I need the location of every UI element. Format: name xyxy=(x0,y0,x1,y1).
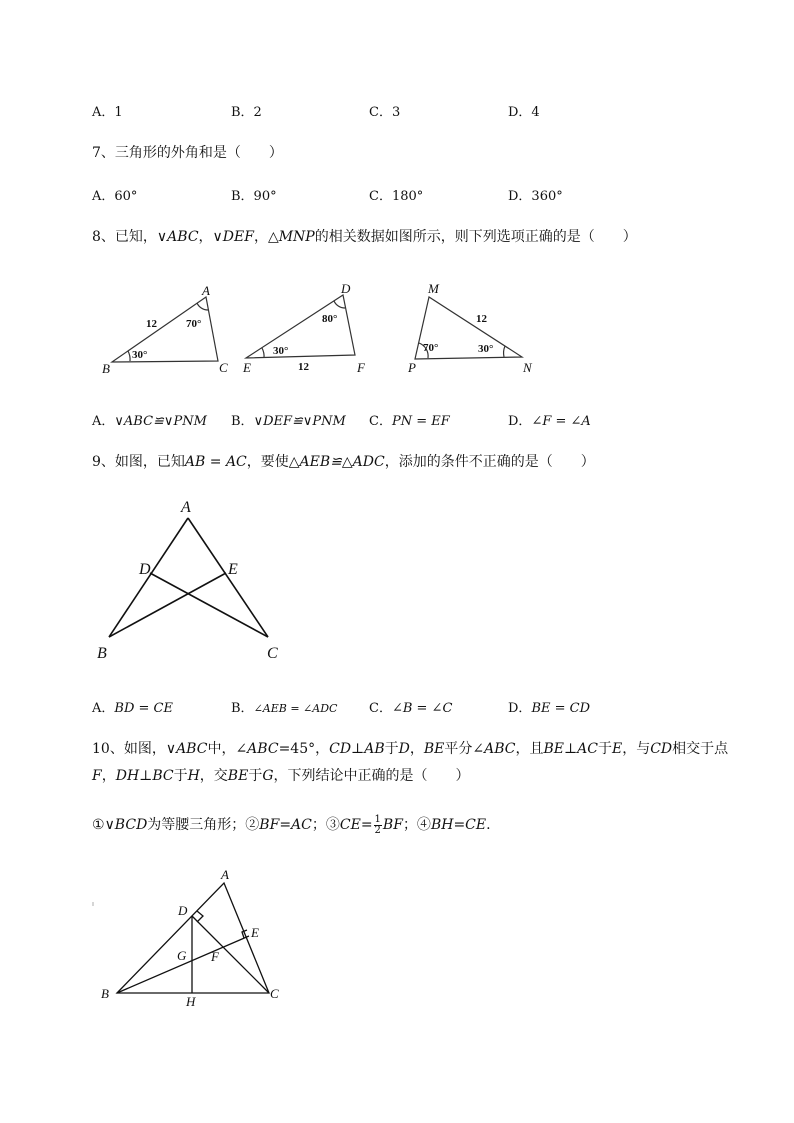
q10-text: ；④ xyxy=(402,817,431,833)
q10-label-f: F xyxy=(211,949,219,964)
q9-option-d-label: D． xyxy=(508,701,532,716)
q9-label-b: B xyxy=(97,645,107,662)
q10-label-g: G xyxy=(177,948,187,963)
q8-option-b-text: ∨DEF≌∨PNM xyxy=(253,414,346,429)
q10-text: 于 xyxy=(248,768,263,784)
q10-segment-be: BE xyxy=(423,741,445,757)
q10-fraction-denominator: 2 xyxy=(374,824,381,836)
q8-triangle-def: ∨DEF xyxy=(212,229,254,245)
q10-text: ，且 xyxy=(515,741,544,757)
q10-text: 于 xyxy=(173,768,188,784)
q10-be-perp-ac: BE⊥AC xyxy=(543,741,598,757)
q8-sep-2: ， xyxy=(253,229,268,245)
q8-label-c: C xyxy=(219,360,228,375)
q8-option-c-label: C． xyxy=(369,414,392,429)
q10-label-d: D xyxy=(178,903,188,918)
q8-t1-angle-a: 70° xyxy=(186,318,202,330)
q8-t3-angle-n: 30° xyxy=(478,343,494,355)
q10-fraction-numerator: 1 xyxy=(374,813,381,825)
q10-right-angle-d xyxy=(197,911,203,922)
q6-option-d: D．4 xyxy=(508,105,540,120)
q9-label-c: C xyxy=(267,645,278,662)
q9-label-a: A xyxy=(181,499,191,516)
q8-sep-1: ， xyxy=(198,229,213,245)
q10-dh-perp-bc: DH⊥BC xyxy=(115,768,174,784)
q10-text: 中， xyxy=(207,741,236,757)
q9-option-a-label: A． xyxy=(92,701,115,716)
q10-segment-bf: BF xyxy=(259,817,280,833)
q10-text: 10、如图， xyxy=(92,741,166,757)
q10-label-e: E xyxy=(251,925,259,940)
q9-stem-eq: AB = AC xyxy=(184,454,247,470)
q10-point-e: E xyxy=(611,741,623,757)
q10-angle-abc: ∠ABC xyxy=(235,741,279,757)
q10-text: 于 xyxy=(597,741,612,757)
q7-option-b: B．90° xyxy=(231,189,277,204)
q10-text: ，交 xyxy=(199,768,228,784)
q8-label-m: M xyxy=(428,281,439,296)
q8-t2-angle-d: 80° xyxy=(322,313,338,325)
q10-angle-abc: ∠ABC xyxy=(472,741,516,757)
q10-label-c: C xyxy=(270,986,279,1001)
q8-option-b-label: B． xyxy=(231,414,254,429)
q8-t3-angle-p: 70° xyxy=(423,342,439,354)
q6-option-a: A．1 xyxy=(92,105,123,120)
q8-label-b: B xyxy=(102,361,110,376)
q9-label-e: E xyxy=(228,561,238,578)
q9-option-d-text: BE = CD xyxy=(531,701,591,716)
q10-text: = xyxy=(453,817,466,833)
q7-option-a: A．60° xyxy=(92,189,138,204)
q8-t1-angle-b: 30° xyxy=(132,349,148,361)
q9-stem-suffix: ，添加的条件不正确的是（ ） xyxy=(384,454,595,470)
q8-option-d-text: ∠F = ∠A xyxy=(531,414,591,429)
q8-triangle-mnp: △MNP xyxy=(267,229,315,245)
q10-point-d: D xyxy=(398,741,410,757)
q8-option-a-label: A． xyxy=(92,414,115,429)
q10-text: = xyxy=(360,817,373,833)
q9-option-b-label: B． xyxy=(231,701,254,716)
q9-stem-mid: ，要使 xyxy=(246,454,289,470)
q8-option-c-text: PN = EF xyxy=(391,414,450,429)
q10-text: ，与 xyxy=(622,741,651,757)
q10-segment-be-line xyxy=(117,936,249,993)
q9-option-c-text: ∠B = ∠C xyxy=(391,701,453,716)
q8-label-n: N xyxy=(523,360,532,375)
q10-text: ， xyxy=(101,768,116,784)
q8-t2-side: 12 xyxy=(298,361,309,373)
q7-stem: 7、三角形的外角和是（ ） xyxy=(92,145,283,161)
q8-label-p: P xyxy=(408,360,416,375)
q10-segment-cd: CD xyxy=(650,741,673,757)
q10-segment-bf: BF xyxy=(382,817,403,833)
q8-stem-prefix: 8、已知， xyxy=(92,229,157,245)
q8-stem-suffix: 的相关数据如图所示，则下列选项正确的是（ ） xyxy=(314,229,637,245)
q7-option-d: D．360° xyxy=(508,189,563,204)
q10-segment-be: BE xyxy=(227,768,249,784)
q8-label-a: A xyxy=(202,283,210,298)
q10-text: = xyxy=(279,817,292,833)
q10-segment-ce: CE xyxy=(339,817,361,833)
q6-option-c: C．3 xyxy=(369,105,401,120)
q10-text: 相交于点 xyxy=(672,741,729,757)
q10-text: ，下列结论中正确的是（ ） xyxy=(273,768,470,784)
q8-triangle-abc: ∨ABC xyxy=(156,229,199,245)
q10-segment-bh: BH xyxy=(430,817,454,833)
q10-text: 为等腰三角形；② xyxy=(147,817,260,833)
q7-option-c: C．180° xyxy=(369,189,424,204)
q10-point-g: G xyxy=(262,768,274,784)
q10-text: . xyxy=(486,817,491,833)
q10-label-b: B xyxy=(101,986,109,1001)
q10-label-h: H xyxy=(186,994,196,1009)
q9-stem-prefix: 9、如图，已知 xyxy=(92,454,185,470)
q8-t3-side: 12 xyxy=(476,313,487,325)
q8-option-a-text: ∨ABC≌∨PNM xyxy=(114,414,207,429)
q9-stem-cong: △AEB≌△ADC xyxy=(288,454,385,470)
q10-text: ， xyxy=(409,741,424,757)
q10-cd-perp-ab: CD⊥AB xyxy=(329,741,385,757)
q10-label-a: A xyxy=(221,867,229,882)
q10-triangle-bcd: ∨BCD xyxy=(104,817,148,833)
q8-label-d: D xyxy=(341,281,351,296)
q10-triangle-abc: ∨ABC xyxy=(165,741,208,757)
q10-triangle-abc-shape xyxy=(117,883,269,993)
q9-option-c-label: C． xyxy=(369,701,392,716)
q8-label-f: F xyxy=(357,360,365,375)
q10-text: =45°， xyxy=(278,741,330,757)
q6-option-b: B．2 xyxy=(231,105,262,120)
q10-text: 于 xyxy=(384,741,399,757)
q9-label-d: D xyxy=(139,561,151,578)
q10-point-h: H xyxy=(187,768,200,784)
q10-segment-ac: AC xyxy=(291,817,312,833)
q10-text: ；③ xyxy=(311,817,340,833)
q8-t1-side: 12 xyxy=(146,318,157,330)
q10-text: ① xyxy=(92,817,105,833)
q8-t2-angle-e: 30° xyxy=(273,345,289,357)
q9-option-a-text: BD = CE xyxy=(114,701,173,716)
q8-option-d-label: D． xyxy=(508,414,532,429)
q10-point-f: F xyxy=(92,768,102,784)
q10-segment-ce: CE xyxy=(465,817,487,833)
q9-option-b-text: ∠AEB = ∠ADC xyxy=(253,702,338,715)
q10-text: 平分 xyxy=(444,741,473,757)
q8-label-e: E xyxy=(243,360,251,375)
